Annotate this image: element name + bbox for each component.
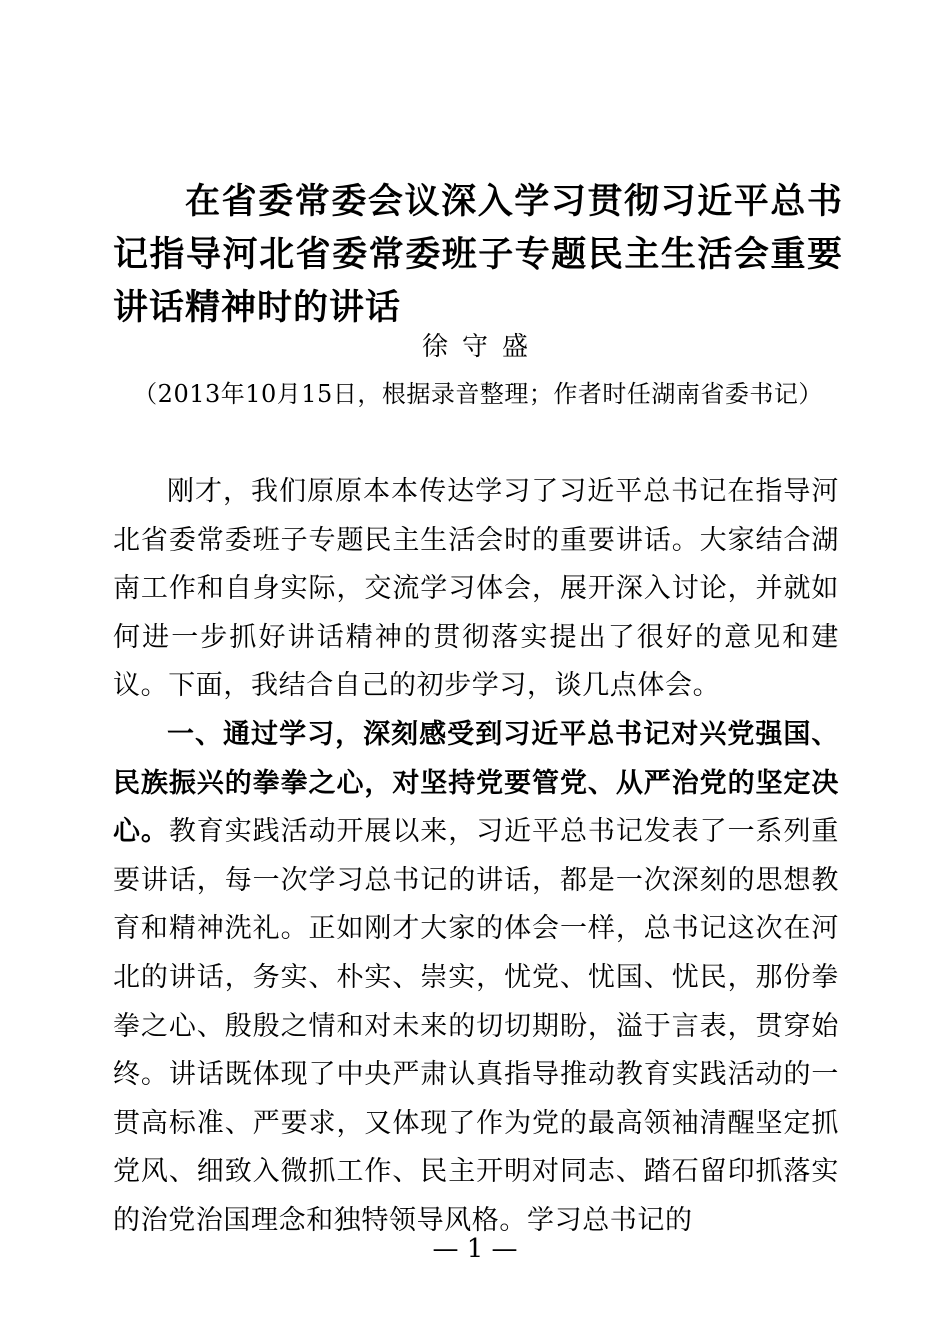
section-one-body: 教育实践活动开展以来，习近平总书记发表了一系列重要讲话，每一次学习总书记的讲话，都是一次深刻的思想教育和精神洗礼。正如刚才大家的体会一样，总书记这次在河北的讲话，务实、朴实、崇实，忧党、忧国、忧民，那份拳拳之心、殷殷之情和对未来的切切期盼，溢于言表，贯穿始终。讲话既体现了中央严肃认真指导推动教育实践活动的一贯高标准、严要求，又体现了作为党的最高领袖清醒坚定抓党风、细致入微抓工作、民主开明对同志、踏石留印抓落实的治党治国理念和独特领导风格。学习总书记的: [113, 816, 839, 1236]
document-title: 在省委常委会议深入学习贯彻习近平总书记指导河北省委常委班子专题民主生活会重要讲话精神时的讲话: [113, 182, 843, 328]
page-number: — 1 —: [432, 1234, 518, 1264]
paragraph-section-one: [113, 711, 839, 1246]
paragraph-intro: 刚才，我们原原本本传达学习了习近平总书记在指导河北省委常委班子专题民主生活会时的重要讲话。大家结合湖南工作和自身实际，交流学习体会，展开深入讨论，并就如何进一步抓好讲话精神的贯彻落实提出了很好的意见和建议。下面，我结合自己的初步学习，谈几点体会。: [113, 476, 839, 702]
section-one-heading: 一、通过学习，深刻感受到习近平总书记对兴党强国、民族振兴的拳拳之心，对坚持党要管党、从严治党的坚定决心。: [113, 718, 839, 848]
author-name: 徐守盛: [421, 332, 542, 362]
document-body: [113, 468, 839, 1246]
date-source-note: （2013年10月15日，根据录音整理；作者时任湖南省委书记）: [133, 380, 823, 408]
